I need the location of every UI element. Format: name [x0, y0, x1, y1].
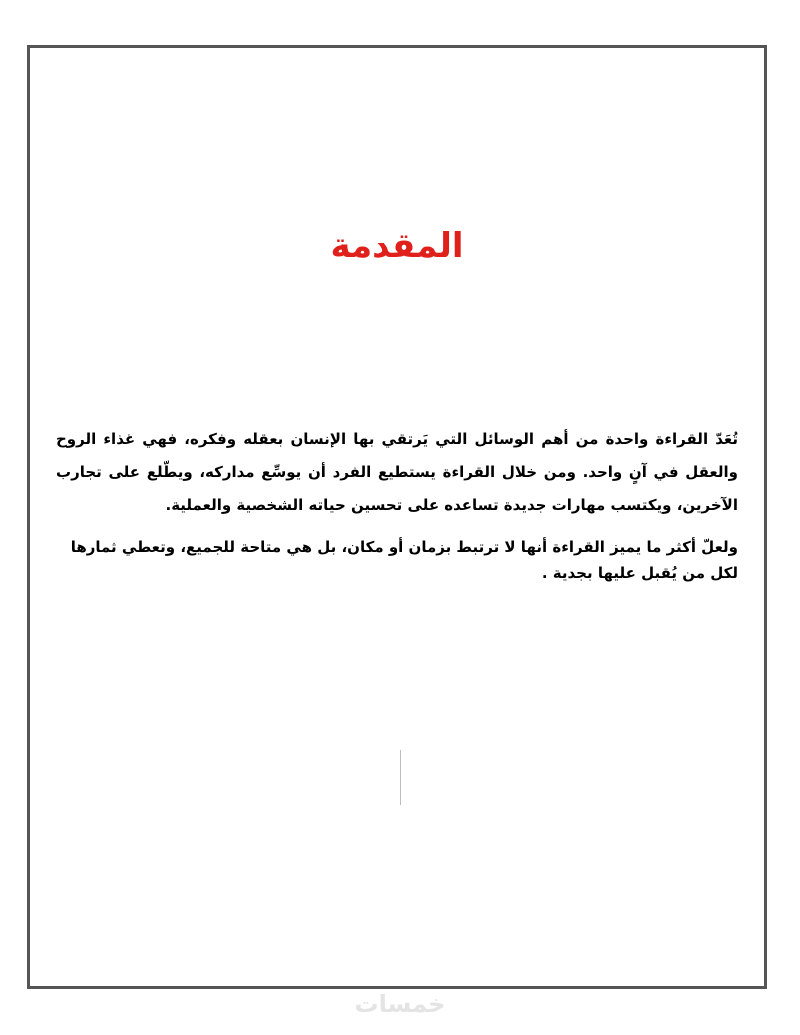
document-body[interactable]: [56, 423, 738, 586]
document-page: [27, 45, 767, 989]
paragraph-second: ولعلّ أكثر ما يميز القراءة أنها لا ترتبط بزمان أو مكان، بل هي متاحة للجميع، وتعطي ثمارها لكل من يُقبل عليها بجدية .: [70, 538, 738, 582]
page-title: المقدمة: [330, 226, 464, 266]
text-cursor: [400, 750, 401, 805]
paragraph-intro: تُعَدّ القراءة واحدة من أهم الوسائل التي يَرتقي بها الإنسان بعقله وفكره، فهي غذاء الروح والعقل في آنٍ واحد. ومن خلال القراءة يستطيع الفرد أن يوسِّع مداركه، ويطّلع على تجارب الآخرين، ويكتسب مهارات جديدة تساعده على تحسين حياته الشخصية والعملية.: [56, 430, 738, 514]
watermark-logo: خمسات: [354, 990, 446, 1018]
